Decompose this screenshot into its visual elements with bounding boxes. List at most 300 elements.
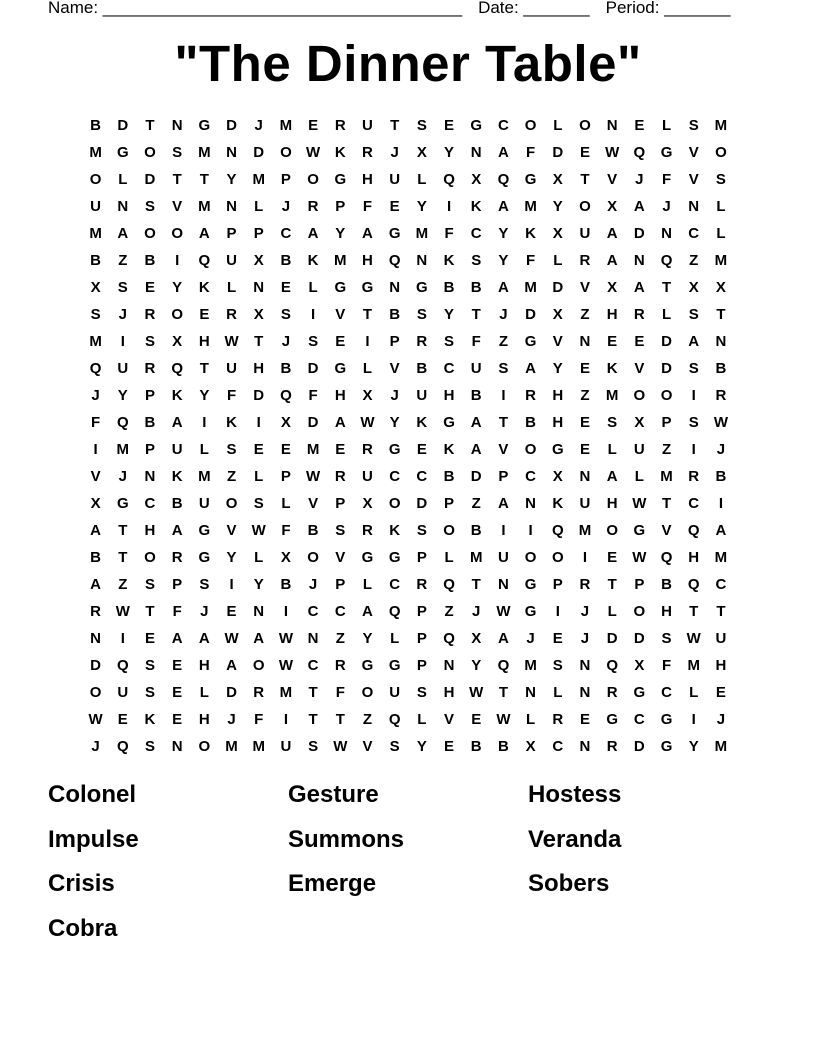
grid-letter: Q	[388, 603, 401, 620]
grid-letter: X	[634, 414, 645, 431]
grid-letter: S	[715, 171, 726, 188]
grid-letter: Y	[471, 657, 482, 674]
grid-letter: J	[91, 387, 100, 404]
grid-letter: N	[579, 684, 591, 701]
grid-letter: N	[253, 603, 265, 620]
grid-letter: V	[688, 171, 699, 188]
grid-letter: D	[552, 279, 564, 296]
grid-letter: D	[470, 468, 482, 485]
grid-letter: I	[718, 495, 723, 512]
grid-letter: J	[662, 198, 671, 215]
grid-letter: C	[525, 468, 537, 485]
grid-letter: I	[582, 549, 588, 566]
grid-letter: J	[580, 630, 590, 647]
grid-letter: G	[361, 279, 374, 296]
grid-letter: X	[525, 738, 536, 755]
grid-letter: J	[526, 630, 535, 647]
grid-letter: V	[444, 711, 455, 728]
grid-letter: N	[144, 468, 156, 485]
grid-letter: M	[116, 441, 130, 458]
grid-letter: E	[172, 711, 183, 728]
grid-letter: M	[524, 657, 537, 674]
grid-letter: H	[715, 657, 727, 674]
grid-letter: E	[444, 117, 455, 134]
grid-letter: D	[307, 414, 319, 431]
grid-letter: N	[416, 252, 428, 269]
grid-letter: F	[254, 711, 264, 728]
grid-letter: A	[90, 576, 102, 593]
grid-letter: G	[334, 360, 347, 377]
grid-letter: E	[389, 198, 400, 215]
grid-letter: B	[525, 414, 537, 431]
grid-row	[82, 598, 735, 625]
grid-letter: B	[715, 360, 727, 377]
grid-letter: V	[172, 198, 183, 215]
grid-letter: O	[307, 549, 319, 566]
grid-letter: H	[362, 171, 373, 188]
grid-letter: Y	[117, 387, 128, 404]
grid-letter: N	[171, 738, 183, 755]
grid-row	[82, 409, 735, 436]
grid-letter: Q	[171, 360, 183, 377]
grid-letter: G	[606, 711, 618, 728]
grid-letter: V	[90, 468, 101, 485]
grid-letter: A	[525, 360, 537, 377]
grid-letter: Y	[444, 144, 455, 161]
grid-letter: N	[579, 333, 591, 350]
grid-letter: E	[416, 441, 427, 458]
grid-letter: S	[144, 684, 155, 701]
header-fields	[48, 0, 730, 18]
grid-letter: X	[471, 171, 482, 188]
grid-letter: A	[171, 522, 183, 539]
grid-letter: P	[416, 549, 427, 566]
grid-letter: T	[199, 171, 209, 188]
grid-letter: T	[661, 279, 672, 296]
grid-letter: U	[416, 387, 428, 404]
grid-letter: B	[470, 738, 482, 755]
grid-letter: Z	[580, 306, 590, 323]
grid-letter: A	[90, 522, 102, 539]
grid-letter: O	[144, 225, 156, 242]
grid-letter: R	[144, 360, 156, 377]
grid-letter: T	[471, 576, 481, 593]
grid-letter: C	[144, 495, 156, 512]
grid-letter: K	[334, 144, 346, 161]
grid-letter: S	[308, 333, 319, 350]
grid-letter: W	[224, 333, 239, 350]
grid-letter: S	[280, 306, 291, 323]
grid-letter: L	[553, 117, 563, 134]
grid-letter: A	[198, 630, 210, 647]
grid-letter: Q	[497, 171, 510, 188]
grid-letter: W	[278, 630, 293, 647]
grid-letter: F	[172, 603, 182, 620]
grid-letter: Z	[498, 333, 508, 350]
grid-letter: R	[362, 441, 373, 458]
grid-letter: C	[389, 468, 401, 485]
grid-letter: E	[607, 333, 618, 350]
grid-letter: E	[253, 441, 264, 458]
grid-row	[82, 571, 735, 598]
grid-letter: W	[278, 657, 293, 674]
grid-letter: P	[280, 468, 291, 485]
grid-letter: A	[198, 225, 210, 242]
grid-letter: F	[471, 333, 481, 350]
grid-letter: Z	[471, 495, 481, 512]
grid-letter: S	[688, 117, 699, 134]
grid-letter: L	[281, 495, 291, 512]
grid-letter: O	[443, 522, 455, 539]
grid-letter: M	[714, 738, 728, 755]
grid-letter: K	[416, 414, 428, 431]
grid-letter: N	[497, 576, 509, 593]
grid-letter: H	[606, 495, 618, 512]
grid-letter: Y	[552, 360, 563, 377]
grid-letter: Q	[116, 657, 129, 674]
grid-letter: K	[389, 522, 401, 539]
grid-letter: R	[334, 117, 346, 134]
grid-letter: Z	[226, 468, 237, 485]
grid-letter: D	[253, 144, 265, 161]
grid-letter: K	[144, 711, 156, 728]
grid-letter: D	[661, 360, 672, 377]
grid-letter: D	[144, 171, 156, 188]
grid-letter: J	[281, 198, 291, 215]
grid-letter: G	[198, 549, 211, 566]
grid-letter: S	[498, 360, 509, 377]
grid-letter: G	[660, 144, 673, 161]
grid-letter: T	[390, 117, 400, 134]
grid-letter: D	[226, 117, 237, 134]
grid-letter: E	[144, 630, 155, 647]
grid-letter: G	[633, 522, 646, 539]
grid-letter: K	[307, 252, 319, 269]
grid-letter: B	[715, 468, 727, 485]
word-list-item: Hostess	[528, 781, 622, 808]
grid-letter: N	[253, 279, 265, 296]
grid-letter: F	[362, 198, 373, 215]
grid-letter: L	[308, 279, 318, 296]
grid-letter: X	[253, 306, 264, 323]
grid-letter: C	[334, 603, 346, 620]
grid-letter: B	[307, 522, 319, 539]
grid-letter: C	[715, 576, 727, 593]
grid-letter: K	[171, 468, 183, 485]
grid-letter: T	[145, 603, 155, 620]
grid-letter: M	[714, 549, 728, 566]
grid-letter: I	[501, 387, 506, 404]
grid-letter: C	[552, 738, 564, 755]
grid-letter: N	[525, 684, 537, 701]
grid-letter: E	[199, 306, 210, 323]
grid-letter: N	[226, 144, 237, 161]
grid-letter: T	[118, 522, 128, 539]
grid-letter: I	[365, 333, 370, 350]
grid-letter: U	[226, 252, 237, 269]
word-list-item: Cobra	[48, 914, 118, 942]
grid-letter: D	[633, 738, 645, 755]
grid-letter: T	[199, 360, 209, 377]
grid-letter: E	[226, 603, 237, 620]
grid-letter: M	[89, 333, 102, 350]
grid-letter: L	[553, 252, 563, 269]
grid-letter: G	[198, 522, 211, 539]
grid-letter: X	[552, 171, 563, 188]
grid-letter: Z	[444, 603, 454, 620]
grid-letter: K	[443, 441, 455, 458]
grid-letter: Q	[443, 576, 455, 593]
grid-letter: L	[661, 117, 672, 134]
grid-letter: G	[416, 279, 428, 296]
grid-letter: I	[501, 522, 506, 539]
grid-letter: E	[335, 333, 346, 350]
grid-letter: J	[635, 171, 644, 188]
grid-letter: G	[198, 117, 211, 134]
grid-letter: T	[172, 171, 182, 188]
grid-letter: V	[389, 360, 400, 377]
grid-letter: G	[470, 117, 483, 134]
grid-letter: P	[280, 171, 291, 188]
grid-letter: I	[93, 441, 98, 458]
grid-letter: J	[390, 387, 399, 404]
grid-letter: E	[579, 711, 590, 728]
grid-letter: M	[252, 171, 265, 188]
grid-letter: M	[198, 198, 211, 215]
grid-letter: X	[607, 279, 618, 296]
grid-letter: A	[606, 225, 618, 242]
grid-letter: L	[553, 684, 563, 701]
grid-letter: Y	[226, 549, 237, 566]
grid-letter: H	[606, 306, 618, 323]
grid-letter: X	[607, 198, 618, 215]
grid-letter: O	[633, 603, 646, 620]
grid-letter: I	[202, 414, 207, 431]
grid-letter: D	[633, 225, 645, 242]
grid-letter: T	[308, 684, 318, 701]
grid-letter: A	[688, 333, 700, 350]
grid-letter: A	[334, 414, 346, 431]
grid-letter: L	[362, 360, 373, 377]
grid-letter: T	[145, 117, 155, 134]
grid-letter: R	[90, 603, 102, 620]
grid-letter: I	[555, 603, 560, 620]
grid-letter: H	[552, 414, 564, 431]
grid-letter: N	[715, 333, 727, 350]
grid-letter: M	[334, 252, 347, 269]
grid-letter: S	[416, 117, 427, 134]
grid-letter: L	[716, 225, 726, 242]
grid-letter: I	[256, 414, 261, 431]
grid-letter: R	[579, 252, 591, 269]
grid-letter: B	[171, 495, 183, 512]
grid-letter: M	[687, 657, 700, 674]
grid-letter: A	[171, 630, 183, 647]
grid-letter: G	[334, 171, 347, 188]
grid-letter: R	[334, 468, 346, 485]
grid-letter: P	[498, 468, 509, 485]
grid-letter: R	[362, 522, 373, 539]
grid-letter: O	[89, 171, 102, 188]
grid-letter: M	[578, 522, 592, 539]
grid-letter: D	[525, 306, 537, 323]
grid-letter: P	[335, 198, 346, 215]
grid-letter: X	[416, 144, 427, 161]
grid-letter: H	[253, 360, 265, 377]
grid-letter: V	[688, 144, 699, 161]
grid-letter: A	[171, 414, 183, 431]
grid-letter: O	[198, 738, 211, 755]
grid-letter: P	[416, 630, 427, 647]
grid-letter: J	[580, 603, 590, 620]
grid-letter: C	[497, 117, 509, 134]
grid-letter: H	[552, 387, 564, 404]
grid-letter: M	[524, 279, 537, 296]
grid-letter: W	[713, 414, 728, 431]
grid-letter: D	[117, 117, 129, 134]
grid-letter: H	[198, 333, 210, 350]
grid-letter: X	[552, 468, 563, 485]
grid-letter: X	[90, 279, 101, 296]
grid-letter: P	[416, 603, 427, 620]
grid-letter: S	[688, 306, 699, 323]
grid-letter: V	[335, 549, 346, 566]
grid-letter: L	[417, 171, 427, 188]
grid-letter: G	[334, 279, 347, 296]
grid-letter: U	[497, 549, 509, 566]
grid-letter: D	[633, 630, 645, 647]
grid-letter: Z	[661, 441, 672, 458]
grid-letter: G	[524, 171, 537, 188]
grid-letter: B	[144, 252, 156, 269]
grid-letter: Q	[280, 387, 292, 404]
grid-row	[82, 301, 735, 328]
grid-letter: C	[470, 225, 482, 242]
grid-row	[82, 652, 735, 679]
grid-letter: F	[226, 387, 237, 404]
grid-letter: X	[715, 279, 726, 296]
grid-letter: A	[606, 468, 618, 485]
grid-letter: T	[661, 495, 672, 512]
grid-letter: U	[362, 117, 373, 134]
grid-letter: X	[688, 279, 699, 296]
grid-letter: Q	[633, 144, 646, 161]
grid-letter: Z	[335, 630, 345, 647]
grid-letter: M	[605, 387, 619, 404]
grid-letter: D	[416, 495, 428, 512]
grid-letter: P	[444, 495, 455, 512]
grid-letter: U	[633, 441, 645, 458]
grid-letter: Z	[118, 576, 128, 593]
grid-letter: J	[308, 576, 318, 593]
grid-letter: A	[497, 279, 509, 296]
grid-letter: G	[361, 549, 374, 566]
grid-letter: B	[470, 522, 482, 539]
grid-letter: T	[498, 414, 508, 431]
grid-letter: I	[311, 306, 316, 323]
grid-letter: Q	[497, 657, 510, 674]
grid-letter: P	[389, 333, 400, 350]
grid-letter: B	[144, 414, 156, 431]
grid-letter: R	[171, 549, 183, 566]
grid-letter: G	[524, 603, 537, 620]
grid-letter: L	[254, 468, 264, 485]
grid-letter: B	[470, 387, 482, 404]
grid-letter: A	[633, 279, 645, 296]
grid-letter: A	[362, 225, 373, 242]
grid-letter: Y	[335, 225, 346, 242]
word-list-item: Sobers	[528, 870, 610, 897]
grid-row	[82, 193, 735, 220]
grid-letter: J	[716, 441, 726, 458]
grid-row	[82, 517, 735, 544]
grid-letter: Y	[498, 225, 509, 242]
grid-letter: S	[416, 684, 427, 701]
grid-letter: O	[171, 306, 183, 323]
grid-letter: U	[117, 684, 129, 701]
grid-letter: W	[224, 630, 239, 647]
grid-letter: R	[606, 738, 618, 755]
grid-letter: R	[579, 576, 591, 593]
grid-letter: A	[226, 657, 237, 674]
grid-letter: E	[444, 738, 455, 755]
grid-letter: R	[715, 387, 727, 404]
grid-letter: G	[388, 549, 401, 566]
grid-letter: S	[199, 576, 210, 593]
grid-letter: T	[335, 711, 345, 728]
grid-letter: Z	[362, 711, 373, 728]
grid-letter: M	[415, 225, 429, 242]
grid-letter: D	[253, 387, 265, 404]
grid-letter: L	[607, 441, 617, 458]
grid-letter: N	[606, 117, 618, 134]
grid-letter: L	[199, 684, 209, 701]
grid-letter: Y	[416, 738, 427, 755]
grid-letter: S	[552, 657, 563, 674]
grid-letter: J	[254, 117, 263, 134]
grid-letter: H	[443, 387, 455, 404]
grid-letter: M	[714, 117, 728, 134]
grid-letter: Q	[687, 576, 700, 593]
grid-letter: O	[307, 171, 319, 188]
grid-letter: L	[199, 441, 209, 458]
grid-letter: S	[308, 738, 319, 755]
grid-letter: S	[144, 198, 155, 215]
grid-letter: L	[716, 198, 726, 215]
word-list-item: Emerge	[288, 870, 377, 897]
grid-letter: T	[716, 306, 726, 323]
grid-letter: S	[688, 360, 699, 377]
grid-letter: U	[90, 198, 102, 215]
grid-row	[82, 625, 735, 652]
grid-row	[82, 355, 735, 382]
grid-letter: Y	[552, 198, 563, 215]
grid-letter: O	[606, 522, 618, 539]
grid-row	[82, 247, 735, 274]
grid-letter: R	[307, 198, 319, 215]
grid-row	[82, 436, 735, 463]
grid-letter: X	[552, 225, 563, 242]
grid-letter: F	[91, 414, 101, 431]
grid-letter: O	[524, 117, 537, 134]
grid-letter: O	[144, 144, 156, 161]
grid-letter: I	[229, 576, 234, 593]
grid-letter: U	[117, 360, 129, 377]
grid-letter: E	[607, 549, 618, 566]
grid-letter: V	[552, 333, 563, 350]
grid-letter: M	[89, 225, 102, 242]
grid-letter: K	[606, 360, 618, 377]
